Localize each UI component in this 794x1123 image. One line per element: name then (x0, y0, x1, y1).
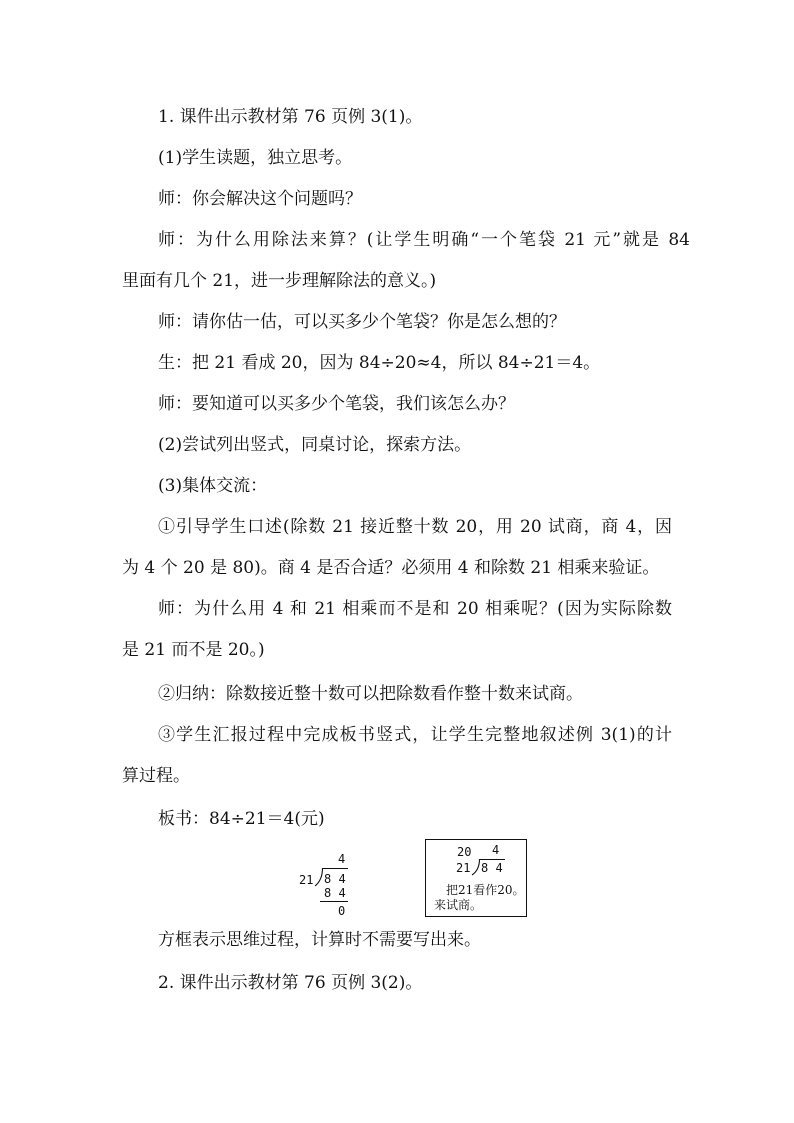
box-note-line2: 来试商。 (434, 898, 483, 912)
teacher-question-3: 师：请你估一估，可以买多少个笔袋？你是怎么想的？ (158, 312, 566, 332)
step-3-text: (3)集体交流： (158, 476, 268, 496)
division-subtraction-line (320, 901, 348, 902)
division-remainder: 0 (338, 904, 346, 918)
division-product: 8 4 (324, 886, 346, 900)
teacher-question-4: 师：要知道可以买多少个笔袋，我们该怎么办？ (158, 394, 515, 414)
box-dividend: 8 4 (481, 861, 503, 875)
report-line2: 算过程。 (122, 766, 190, 786)
student-answer: 生：把 21 看成 20，因为 84÷20≈4，所以 84÷21＝4。 (158, 353, 601, 373)
division-bar (322, 868, 348, 869)
guide-line1: ①引导学生口述(除数 21 接近整十数 20，用 20 试商，商 4，因 (158, 517, 672, 537)
division-quotient: 4 (338, 852, 346, 866)
board-writing-label: 板书：84÷21＝4(元) (158, 809, 325, 829)
summary-text: ②归纳：除数接近整十数可以把除数看作整十数来试商。 (158, 684, 583, 704)
teacher-question-1: 师：你会解决这个问题吗？ (158, 189, 362, 209)
box-explanation: 方框表示思维过程，计算时不需要写出来。 (158, 930, 481, 950)
box-note-line1: 把21看作20。 (446, 883, 525, 897)
teacher-question-5-line1: 师：为什么用 4 和 21 相乘而不是和 20 相乘呢？(因为实际除数 (158, 599, 672, 619)
step-2-text: (2)尝试列出竖式，同桌讨论，探索方法。 (158, 435, 472, 455)
teacher-question-2-line2: 里面有几个 21，进一步理解除法的意义。) (122, 271, 437, 291)
item-1-heading: 1. 课件出示教材第 76 页例 3(1)。 (158, 107, 423, 127)
box-divisor: 21 (456, 861, 471, 875)
report-line1: ③学生汇报过程中完成板书竖式，让学生完整地叙述例 3(1)的计 (158, 725, 672, 745)
teacher-question-2-line1: 师：为什么用除法来算？(让学生明确“一个笔袋 21 元”就是 84 (158, 230, 690, 250)
box-trial-divisor: 20 (457, 845, 472, 859)
thinking-process-box (425, 839, 527, 917)
teacher-question-5-line2: 是 21 而不是 20。) (122, 640, 265, 660)
box-division-bar (479, 859, 505, 860)
box-division-bracket-icon (471, 858, 481, 876)
box-quotient: 4 (492, 843, 500, 857)
division-dividend: 8 4 (324, 872, 346, 886)
division-divisor: 21 (299, 873, 314, 887)
division-bracket-icon (314, 867, 324, 887)
guide-line2: 为 4 个 20 是 80)。商 4 是否合适？必须用 4 和除数 21 相乘来验证。 (122, 558, 660, 578)
step-1-text: (1)学生读题，独立思考。 (158, 148, 353, 168)
item-2-heading: 2. 课件出示教材第 76 页例 3(2)。 (158, 973, 423, 993)
